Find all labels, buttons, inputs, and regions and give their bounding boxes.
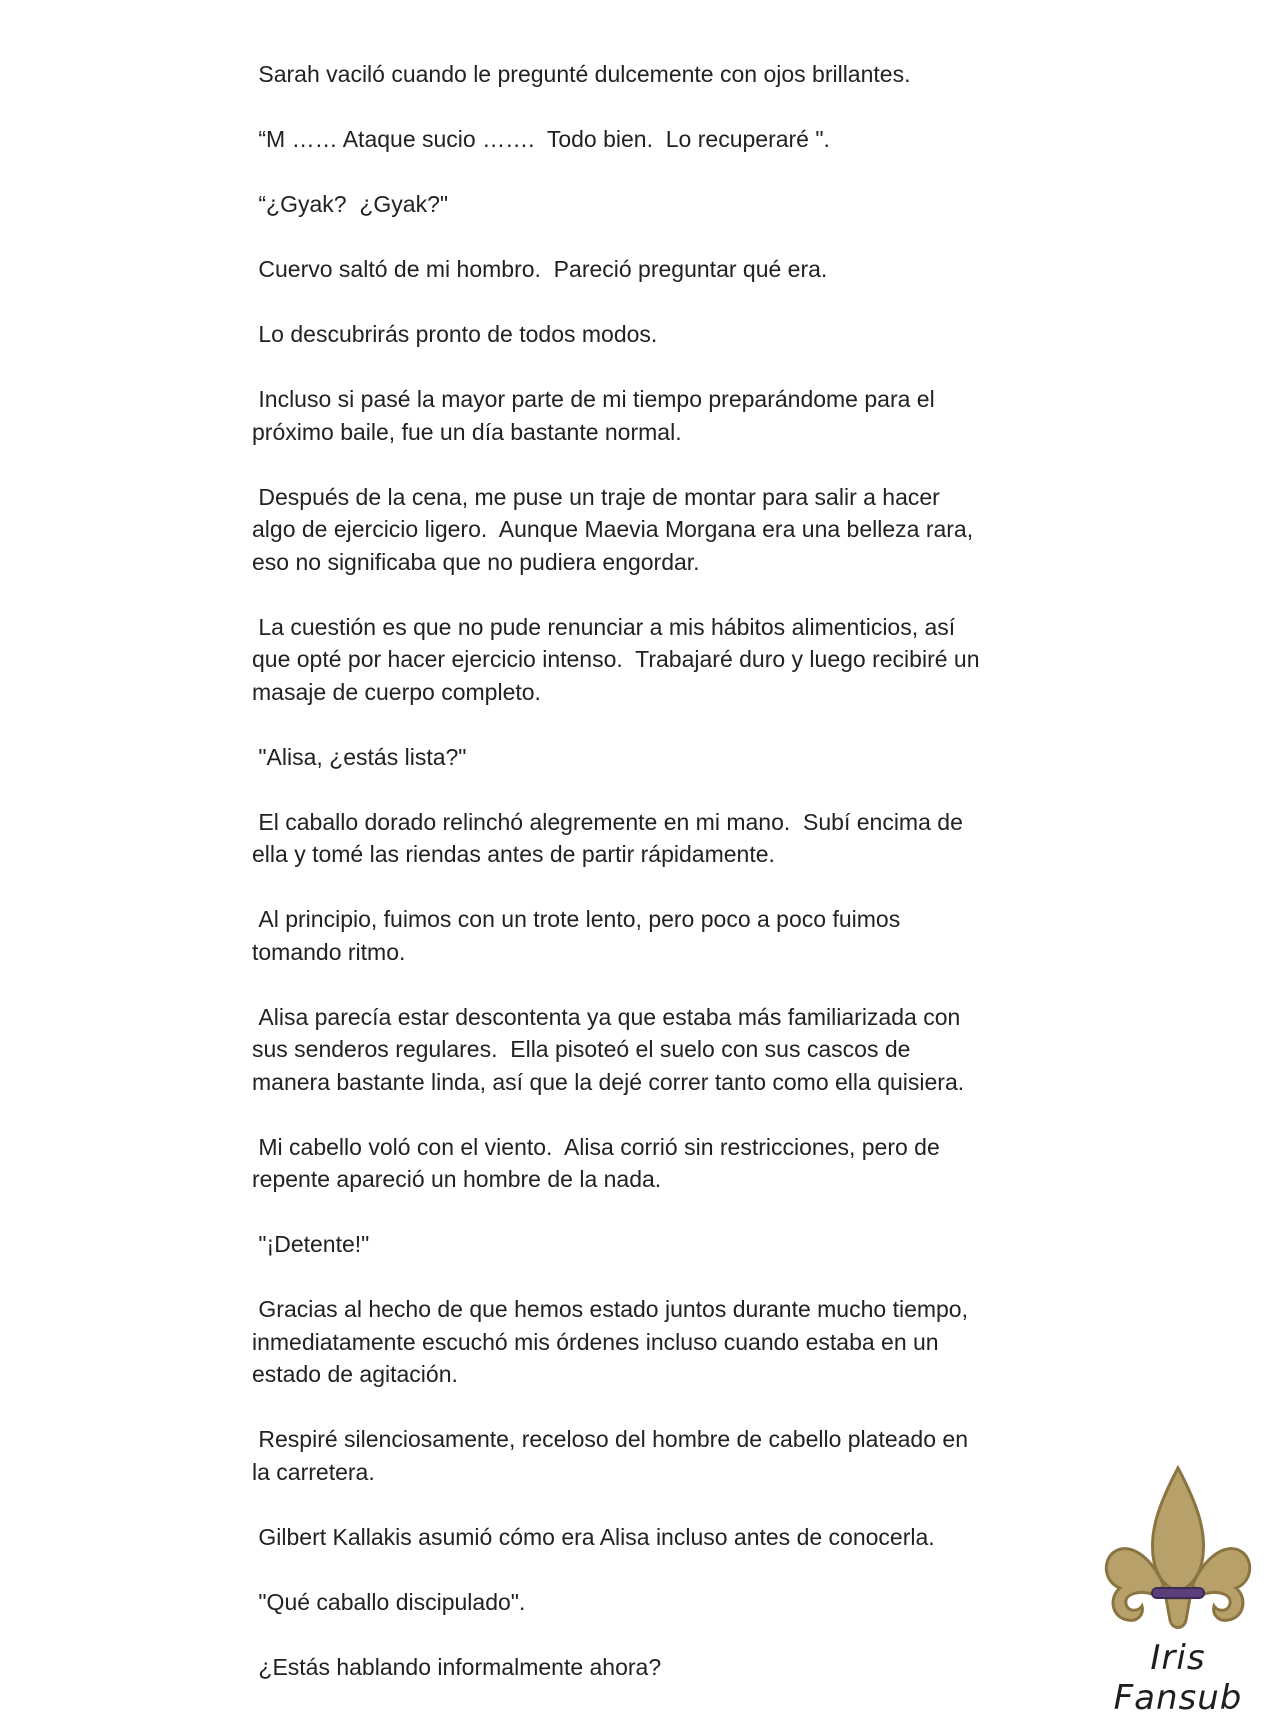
paragraph: "Alisa, ¿estás lista?" [252,743,467,770]
paragraph: El caballo dorado relinchó alegremente en mi mano. Subí encima de ella y tomé las riendas antes de partir rápidamente. [252,808,963,867]
paragraph: Al principio, fuimos con un trote lento, pero poco a poco fuimos tomando ritmo. [252,906,901,965]
paragraph: Respiré silenciosamente, receloso del hombre de cabello plateado en la carretera. [252,1426,968,1485]
fleur-de-lis-icon [1098,1462,1258,1642]
paragraph: Mi cabello voló con el viento. Alisa corrió sin restricciones, pero de repente apareció un hombre de la nada. [252,1133,940,1192]
paragraph: Gracias al hecho de que hemos estado juntos durante mucho tiempo, inmediatamente escuchó mis órdenes incluso cuando estaba en un estado de agitación. [252,1296,968,1387]
paragraph: Cuervo saltó de mi hombro. Pareció preguntar qué era. [252,256,828,282]
document-body [252,58,1052,1716]
watermark-text: Iris Fansub [1113,1638,1243,1718]
paragraph: "Qué caballo discipulado". [252,1588,526,1615]
paragraph: Después de la cena, me puse un traje de montar para salir a hacer algo de ejercicio ligero. Aunque Maevia Morgana era una belleza rara, eso no significaba que no pudiera engordar. [252,483,974,575]
paragraph: ¿Estás hablando informalmente ahora? [252,1653,662,1680]
paragraph: Sarah vaciló cuando le pregunté dulcemente con ojos brillantes. [252,61,911,87]
paragraph: "¡Detente!" [252,1231,370,1257]
paragraph: Gilbert Kallakis asumió cómo era Alisa incluso antes de conocerla. [252,1523,935,1550]
paragraph: “M …… Ataque sucio ……. Todo bien. Lo recuperaré ". [252,126,830,152]
watermark-logo [1088,1462,1268,1718]
paragraph: Alisa parecía estar descontenta ya que estaba más familiarizada con sus senderos regulares. Ella pisoteó el suelo con sus cascos de manera bastante linda, así que la dejé correr tanto como ella quisiera. [252,1003,965,1095]
paragraph: “¿Gyak? ¿Gyak?" [252,191,449,217]
paragraph: La cuestión es que no pude renunciar a mis hábitos alimenticios, así que opté por hacer ejercicio intenso. Trabajaré duro y luego recibiré un masaje de cuerpo completo. [252,613,980,705]
paragraph: Incluso si pasé la mayor parte de mi tiempo preparándome para el próximo baile, fue un día bastante normal. [252,386,935,445]
paragraph: Lo descubrirás pronto de todos modos. [252,321,658,347]
